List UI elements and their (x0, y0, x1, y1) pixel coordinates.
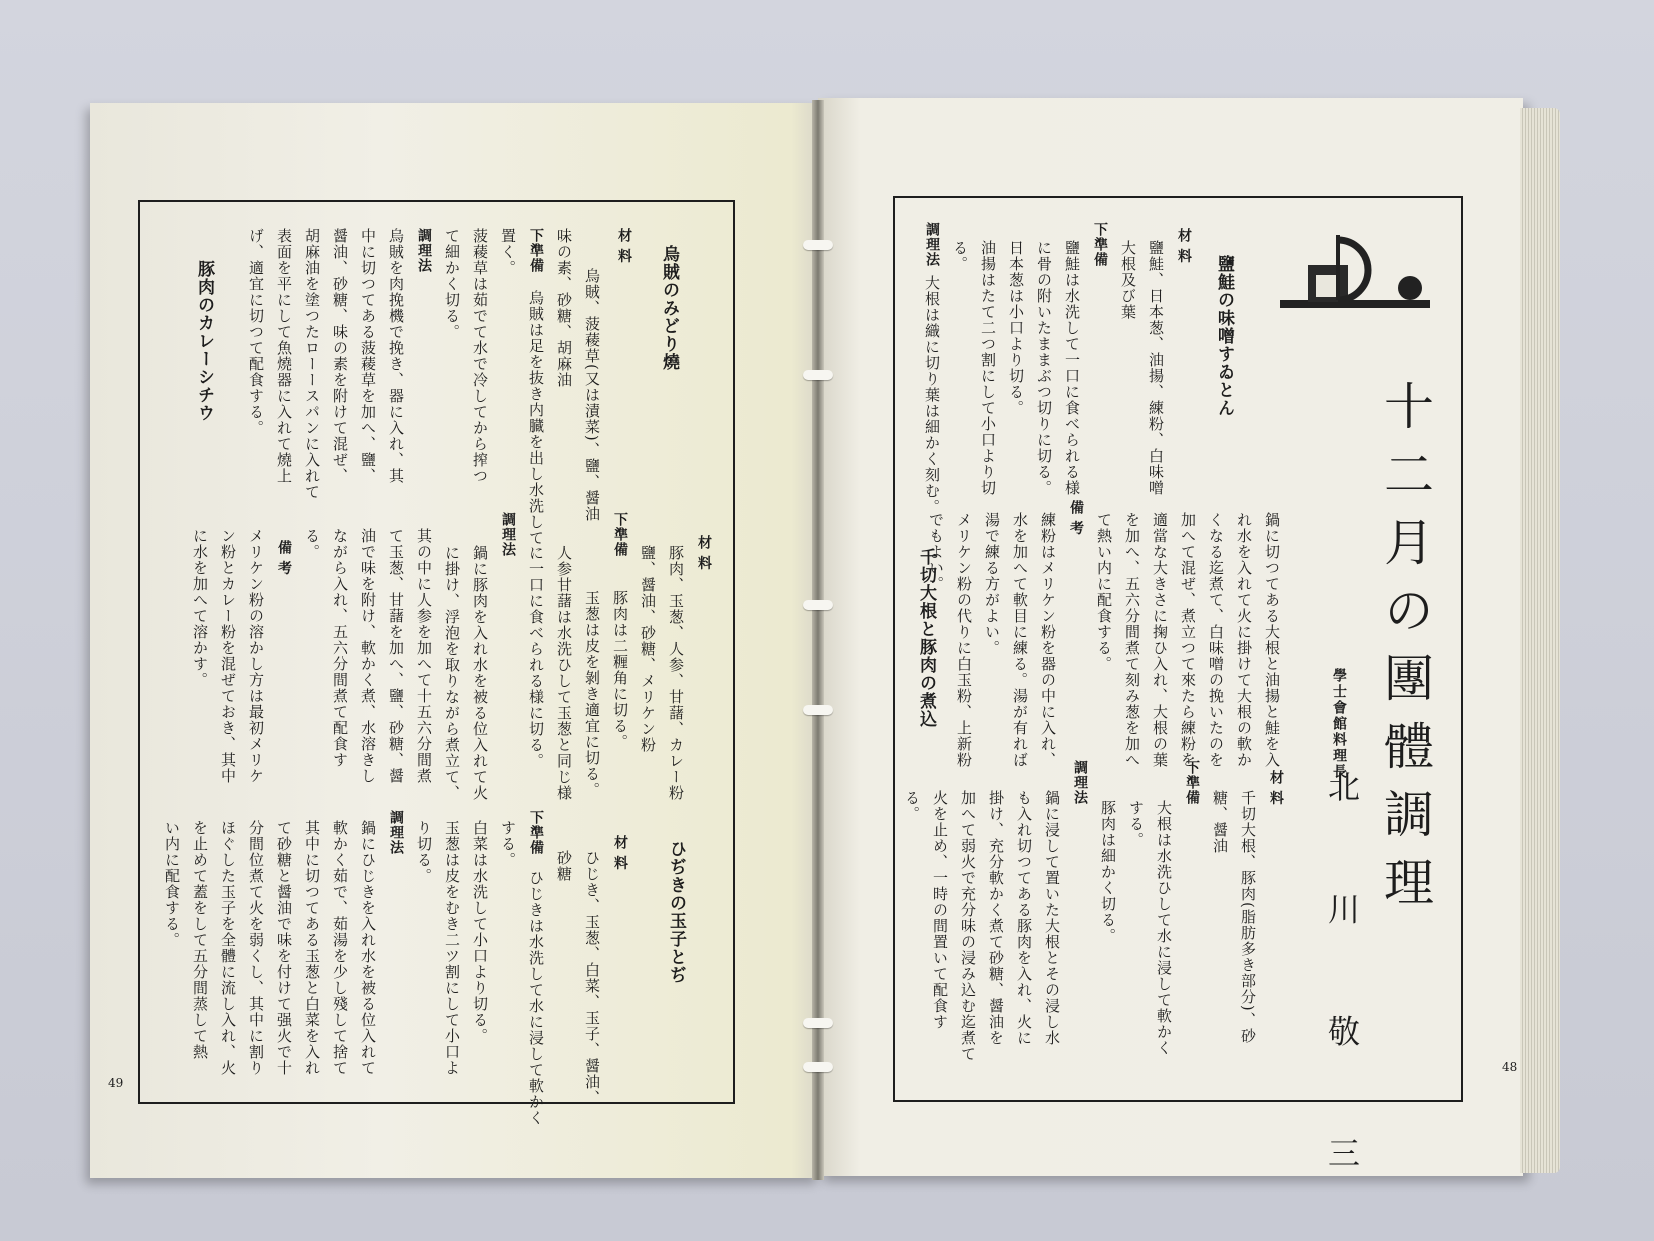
prep-label: 下準備 (1184, 760, 1200, 805)
text-line: 鍋に切つてある大根と油揚と鮭を入 (1263, 512, 1281, 768)
binding-thread (803, 370, 833, 380)
page-edges (1520, 108, 1560, 1173)
text-line: 玉葱は皮を剝き適宜に切る。 (583, 590, 601, 798)
text-line: 鹽鮭は水洗して一口に食べられる様 (1063, 240, 1081, 496)
text-line: 千切大根、豚肉(脂肪多き部分)、砂 (1239, 790, 1257, 1044)
binding-thread (803, 705, 833, 715)
text-line: 鹽鮭、日本葱、油揚、練粉、白味噌 (1147, 240, 1165, 496)
text-line: 軟かく茹で、茹湯を少し殘して捨て (331, 820, 349, 1076)
text-line: ひじきは水洗して水に浸して軟かく (527, 870, 545, 1126)
text-line: 豚肉は二糎角に切る。 (611, 590, 629, 750)
note-label: 備 考 (276, 540, 292, 576)
text-line: り切る。 (415, 820, 433, 884)
text-line: 烏賊を肉挽機で挽き、器に入れ、其 (387, 228, 405, 484)
text-line: 豚肉は細かく切る。 (1099, 800, 1117, 944)
text-line: る。 (903, 790, 921, 822)
text-line: 烏賊、菠薐草(又は漬菜)、鹽、醤油 (583, 268, 601, 522)
text-line: ながら入れ、五六分間煮て配食す (331, 528, 349, 768)
text-line: でもよい。 (927, 512, 945, 592)
text-line: 日本葱は小口より切る。 (1007, 240, 1025, 416)
ingredients-label: 材 料 (696, 535, 712, 571)
method-label: 調理法 (416, 228, 432, 273)
text-line: する。 (1127, 800, 1145, 848)
ingredients-label: 材 料 (1176, 228, 1192, 264)
text-line: に一口に食べられる様に切る。 (527, 545, 545, 769)
page-heading: 十二月の團體調理 (1376, 380, 1434, 924)
text-line: 胡麻油を塗つたローースパンに入れて (303, 228, 321, 500)
text-line: ほぐした玉子を全體に流し入れ、火 (219, 820, 237, 1076)
recipe-title: 烏賊のみどり燒 (659, 245, 679, 371)
text-line: 豚肉、玉葱、人参、甘藷、カレー粉 (667, 545, 685, 801)
text-line: て熱い内に配食する。 (1095, 512, 1113, 672)
text-line: 其の中に人参を加へて十五六分間煮 (415, 528, 433, 784)
text-line: い内に配食する。 (163, 820, 181, 948)
logo-emblem (1280, 230, 1430, 325)
text-line: て玉葱、甘藷を加へ、鹽、砂糖、醤 (387, 528, 405, 784)
text-line: 油揚はたて二つ割にして小口より切 (979, 240, 997, 496)
prep-label: 下準備 (528, 228, 544, 273)
text-line: 鍋に豚肉を入れ水を被る位入れて火 (471, 545, 489, 801)
ingredients-label: 材 料 (1268, 770, 1284, 806)
ingredients-label: 材 料 (616, 228, 632, 264)
text-line: 大根は水洗ひして水に浸して軟かく (1155, 800, 1173, 1056)
text-line: 玉葱は皮をむき二ツ割にして小口よ (443, 820, 461, 1076)
text-line: 加へて混ぜ、煮立つて來たら練粉を (1179, 512, 1197, 768)
text-line: 大根は織に切り葉は細かく刻む。 (923, 275, 941, 515)
text-line: 中に切つてある菠薐草を加へ、鹽、 (359, 228, 377, 484)
text-line: する。 (499, 820, 517, 868)
prep-label: 下準備 (612, 512, 628, 557)
text-line: に骨の附いたままぶつ切りに切る。 (1035, 240, 1053, 496)
text-line: に水を加へて溶かす。 (191, 528, 209, 688)
page-number: 48 (1502, 1060, 1518, 1074)
text-line: る。 (303, 528, 321, 560)
recipe-title: 鹽鮭の味噌すゐとん (1214, 255, 1234, 417)
text-line: 大根及び葉 (1119, 240, 1137, 320)
text-line: 白菜は水洗して小口より切る。 (471, 820, 489, 1044)
text-line: 菠薐草は茹でて水で冷してから搾つ (471, 228, 489, 484)
text-line: 加へて弱火で充分味の浸み込む迄煮て (959, 790, 977, 1062)
text-line: 油で味を附け、軟かく煮、水溶きし (359, 528, 377, 784)
binding-thread (803, 1018, 833, 1028)
method-label: 調理法 (1072, 760, 1088, 805)
note-label: 備 考 (1068, 500, 1084, 536)
prep-label: 下準備 (528, 810, 544, 855)
text-line: 表面を平にして魚燒器に入れて燒上 (275, 228, 293, 484)
text-line: 鹽、醤油、砂糖、メリケン粉 (639, 545, 657, 753)
method-label: 調理法 (388, 810, 404, 855)
text-line: 置く。 (499, 228, 517, 276)
text-line: くなる迄煮て、白味噌の挽いたのを (1207, 512, 1225, 768)
binding-thread (803, 240, 833, 250)
author-affiliation: 學士會館料理長 (1331, 668, 1347, 780)
binding-thread (803, 600, 833, 610)
text-line: ン粉とカレー粉を混ぜておき、其中 (219, 528, 237, 784)
text-line: 糖、醤油 (1211, 790, 1229, 854)
text-line: て細かく切る。 (443, 228, 461, 340)
text-line: 烏賊は足を抜き内臓を出し水洗して (527, 290, 545, 546)
text-line: る。 (951, 240, 969, 272)
text-line: 其中に切つてある玉葱と白菜を入れ (303, 820, 321, 1076)
text-line: 掛け、充分軟かく煮て砂糖、醤油を (987, 790, 1005, 1046)
method-label: 調理法 (924, 222, 940, 267)
text-line: ひじき、玉葱、白菜、玉子、醤油、 (583, 850, 601, 1106)
text-line: 湯で練る方がよい。 (983, 512, 1001, 656)
text-line: 鍋に浸して置いた大根とその浸し水 (1043, 790, 1061, 1046)
text-line: れ水を入れて火に掛けて大根の軟か (1235, 512, 1253, 768)
page-number: 49 (108, 1076, 124, 1090)
text-line: メリケン粉の代りに白玉粉、上新粉 (955, 512, 973, 768)
text-line: 水を加へて軟目に練る。湯が有れば (1011, 512, 1029, 768)
prep-label: 下準備 (1092, 222, 1108, 267)
text-line: 砂糖 (555, 850, 573, 882)
text-line: メリケン粉の溶かし方は最初メリケ (247, 528, 265, 784)
text-line: 味の素、砂糖、胡麻油 (555, 228, 573, 388)
text-line: を止めて蓋をして五分間蒸して熱 (191, 820, 209, 1060)
text-line: に掛け、浮泡を取りながら煮立て、 (443, 545, 461, 801)
recipe-title: ひぢきの玉子とぢ (666, 840, 686, 984)
text-line: も入れ切つてある豚肉を入れ、火に (1015, 790, 1033, 1046)
method-label: 調理法 (500, 512, 516, 557)
text-line: げ、適宜に切つて配食する。 (247, 228, 265, 436)
binding-thread (803, 1062, 833, 1072)
recipe-title: 千切大根と豚肉の煮込 (916, 548, 936, 728)
text-line: て砂糖と醤油で味を付けて强火で十 (275, 820, 293, 1076)
text-line: 醤油、砂糖、味の素を附けて混ぜ、 (331, 228, 349, 484)
text-line: 適當な大きさに掬ひ入れ、大根の葉 (1151, 512, 1169, 768)
text-line: を加へ、五六分間煮て刻み葱を加へ (1123, 512, 1141, 768)
text-line: 練粉はメリケン粉を器の中に入れ、 (1039, 512, 1057, 768)
recipe-title: 豚肉のカレーシチウ (194, 260, 214, 422)
text-line: 鍋にひじきを入れ水を被る位入れて (359, 820, 377, 1076)
ingredients-label: 材 料 (612, 835, 628, 871)
text-line: 分間位煮て火を弱くし、其中に割り (247, 820, 265, 1076)
text-line: 人参甘藷は水洗ひして玉葱と同じ様 (555, 545, 573, 801)
text-line: 火を止め、一時の間置いて配食す (931, 790, 949, 1030)
author-name: 北 川 敬 三 (1323, 770, 1361, 1209)
